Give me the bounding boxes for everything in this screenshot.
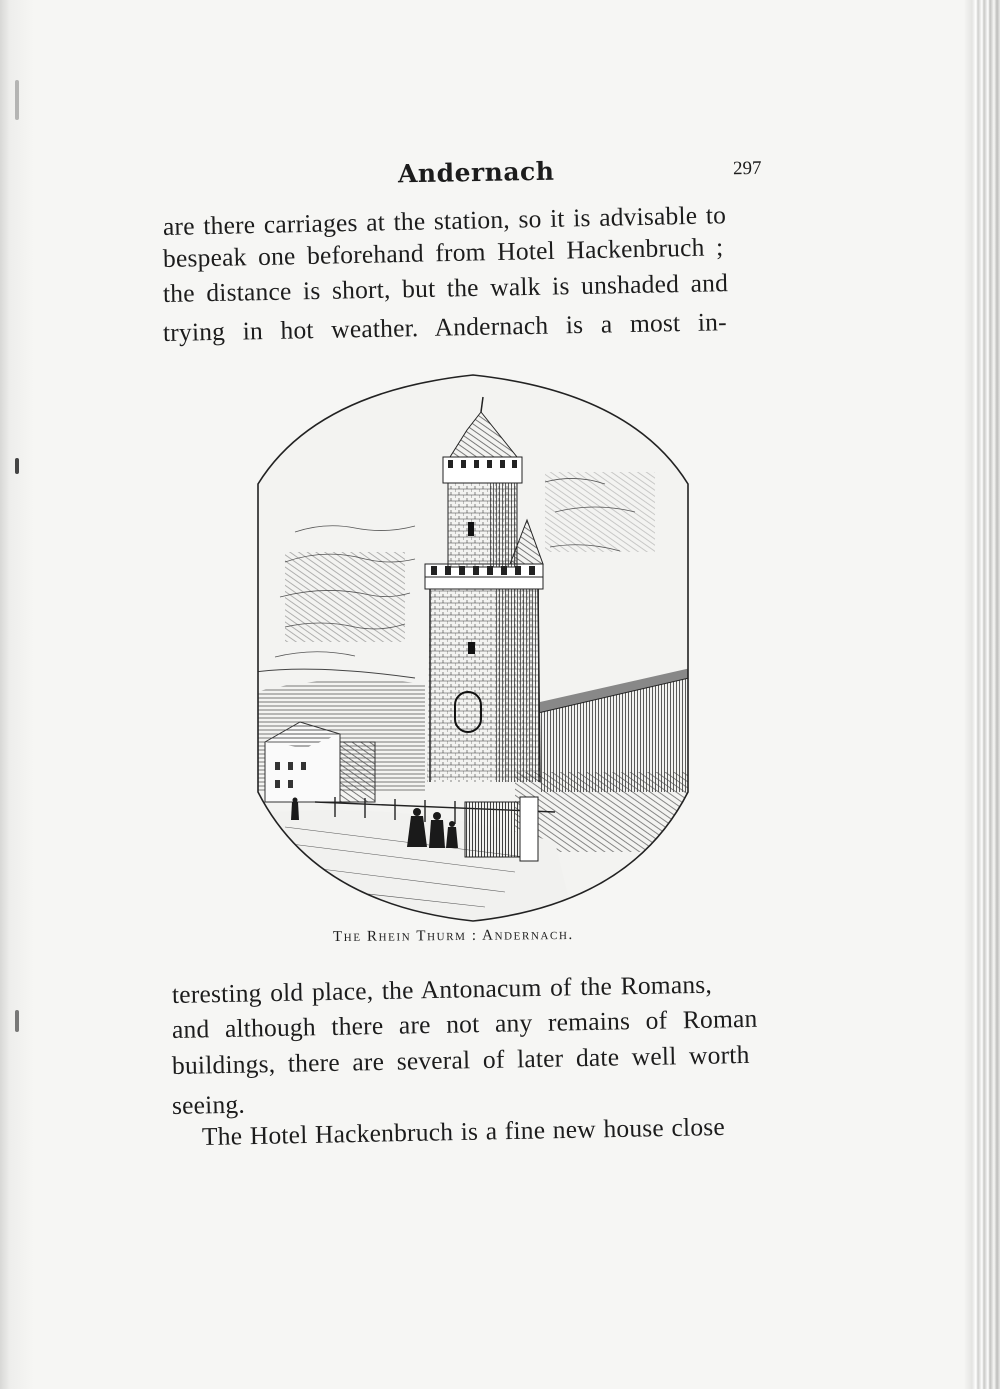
text-line: are there carriages at the station, so it is advisable to	[162, 200, 727, 241]
text-line: The Hotel Hackenbruch is a fine new house close	[201, 1111, 726, 1151]
running-head: Andernach	[397, 156, 555, 189]
text-line: the distance is short, but the walk is unshaded and	[162, 268, 729, 308]
binding-mark	[15, 80, 19, 120]
page-number: 297	[732, 157, 762, 180]
text-line: bespeak one beforehand from Hotel Hackenbruch ;	[162, 232, 724, 273]
page-right-edge	[964, 0, 1000, 1389]
page-left-edge	[0, 0, 34, 1389]
text-line: trying in hot weather. Andernach is a most in-	[162, 307, 728, 347]
text-line: buildings, there are several of later date well worth	[171, 1039, 750, 1080]
text-line: seeing.	[171, 1089, 246, 1120]
binding-mark	[15, 458, 19, 474]
binding-mark	[15, 1010, 19, 1032]
figure-caption: The Rhein Thurm : Andernach.	[332, 926, 574, 946]
tower-engraving	[255, 372, 691, 924]
engraving-scene	[255, 372, 691, 924]
text-line: teresting old place, the Antonacum of the Romans,	[171, 969, 713, 1009]
text-line: and although there are not any remains of Roman	[171, 1003, 758, 1044]
